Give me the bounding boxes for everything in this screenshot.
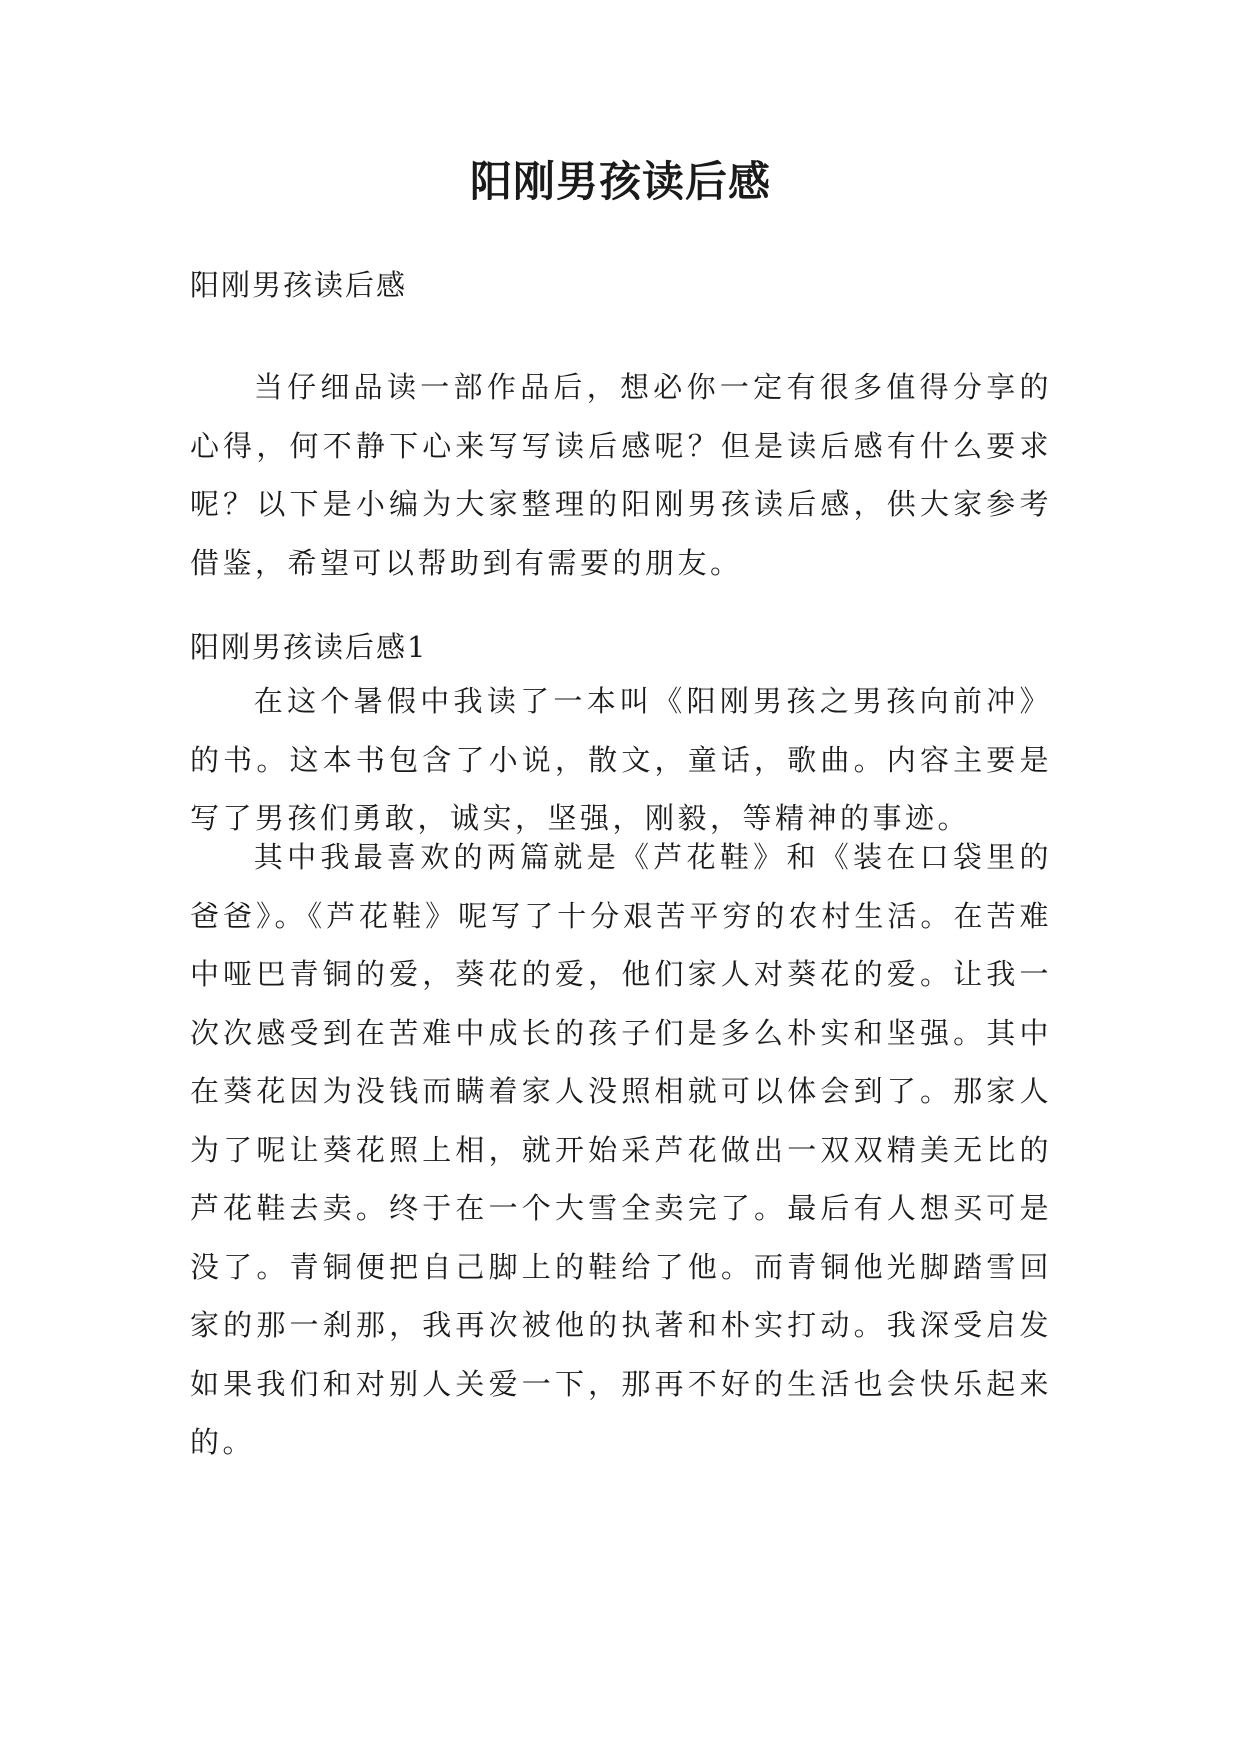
intro-paragraph: 当仔细品读一部作品后，想必你一定有很多值得分享的心得，何不静下心来写写读后感呢？但是读后感有什么要求呢？以下是小编为大家整理的阳刚男孩读后感，供大家参考借鉴，希望可以帮助到有需要的朋友。	[190, 370, 1052, 580]
section1-paragraph-1: 在这个暑假中我读了一本叫《阳刚男孩之男孩向前冲》的书。这本书包含了小说，散文，童话，歌曲。内容主要是写了男孩们勇敢，诚实，坚强，刚毅，等精神的事迹。	[190, 684, 1052, 835]
section-heading-1: 阳刚男孩读后感1	[190, 630, 428, 664]
document-subtitle: 阳刚男孩读后感	[190, 268, 408, 302]
section1-paragraph-2: 其中我最喜欢的两篇就是《芦花鞋》和《装在口袋里的爸爸》。《芦花鞋》呢写了十分艰苦平穷的农村生活。在苦难中哑巴青铜的爱，葵花的爱，他们家人对葵花的爱。让我一次次感受到在苦难中成长的孩子们是多么朴实和坚强。其中在葵花因为没钱而瞒着家人没照相就可以体会到了。那家人为了呢让葵花照上相，就开始采芦花做出一双双精美无比的芦花鞋去卖。终于在一个大雪全卖完了。最后有人想买可是没了。青铜便把自己脚上的鞋给了他。而青铜他光脚踏雪回家的那一刹那，我再次被他的执著和朴实打动。我深受启发如果我们和对别人关爱一下，那再不好的生活也会快乐起来的。	[190, 840, 1052, 1459]
document-title: 阳刚男孩读后感	[469, 157, 771, 206]
